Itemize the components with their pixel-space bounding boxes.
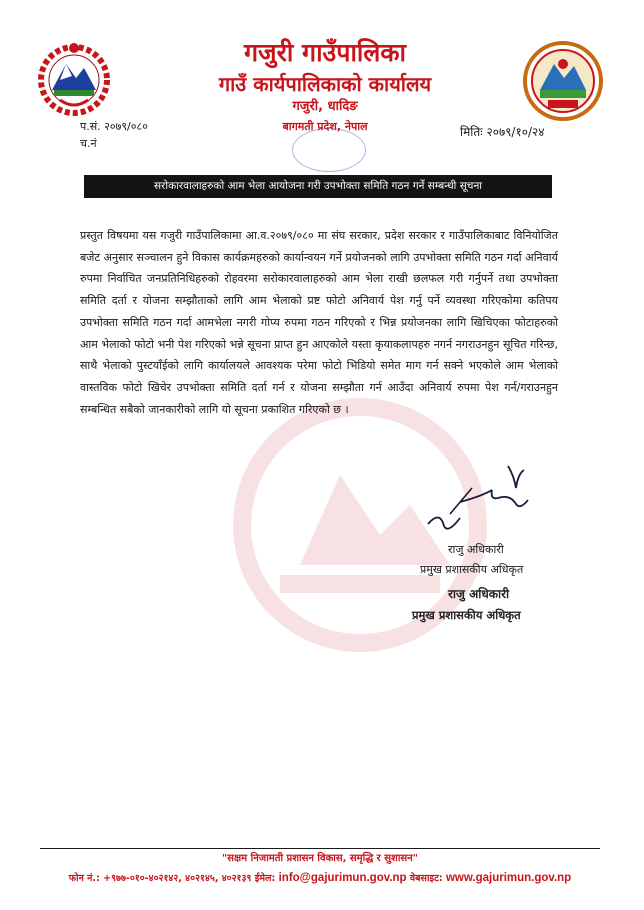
address-line-1: गजुरी, धादिङ — [292, 99, 358, 114]
phone-number: +९७७-०१०-४०२१४२, ४०२१४५, ४०२१३९ — [103, 873, 252, 884]
handwritten-signature — [420, 460, 540, 540]
email-link[interactable]: info@gajurimun.gov.np — [278, 872, 407, 884]
signer-name: राजु अधिकारी — [448, 543, 504, 556]
address-line-2: बागमती प्रदेश, नेपाल — [282, 120, 368, 133]
notice-body: प्रस्तुत विषयमा यस गजुरी गाउँपालिकामा आ.व.२०७९/०८० मा संघ सरकार, प्रदेश सरकार र गाउँपालिकाबाट विनियोजित बजेट अनुसार सञ्चालन हुने विकास कार्यक्रमहरुको कार्यान्वयन गर्ने प्रयोजनको लागि उपभोक्ता समिति गठन गर्दा अनिवार्य रुपमा निर्वाचित जनप्रतिनिधिहरुको रोहवरमा सरोकारवालाहरुको आम भेला राखी छलफल गरी गर्नुपर्ने तथा उपभोक्ता समिति दर्ता र योजना सम्झौताको लागि आम भेलाको प्रष्ट फोटो अनिवार्य पेश गर्नु पर्ने व्यवस्था गरिएकोमा कतिपय उपभोक्ता समिति गठन गर्दा आमभेला नगरी गोप्य रुपमा गठन गरिएको र भिन्न प्रयोजनका लागि खिचिएका फोटाहरुको आम भेलाको फोटो भनी पेश गरिएको भन्ने सूचना प्राप्त हुन आएकोले यस्ता कृयाकलापहरु नगर्न नगराउनहुन सूचित गरिन्छ, साथै भेलाको पुस्टयाँईको लागि कार्यालयले आवश्यक परेमा फोटो भिडियो समेत माग गर्न सक्ने भएकोले आम भेलाको वास्तविक फोटो खिचेर उपभोक्ता समिति दर्ता गर्न र योजना सम्झौता गर्न आउँदा अनिवार्य रुपमा पेश गर्न/गराउनहुन सम्बन्धित सबैको जानकारीको लागि यो सूचना प्रकाशित गरिएको छ । — [80, 229, 558, 416]
footer-contact — [40, 871, 600, 886]
municipality-logo-icon — [522, 40, 604, 122]
reference-number: प.सं. २०७९/०८० — [80, 120, 148, 133]
signer-title: प्रमुख प्रशासकीय अधिकृत — [420, 563, 524, 576]
notice-date: मितिः २०७९/१०/२४ — [460, 125, 545, 139]
signer-stamp-title: प्रमुख प्रशासकीय अधिकृत — [412, 608, 521, 622]
phone-label: फोन नं.: — [68, 873, 100, 884]
footer-slogan: "सक्षम निजामती प्रशासन विकास, समृद्धि र सुशासन" — [222, 853, 418, 864]
website-label: वेबसाइट: — [409, 873, 443, 884]
organization-name: गजुरी गाउँपालिका — [243, 38, 407, 67]
website-link[interactable]: www.gajurimun.gov.np — [445, 872, 572, 884]
office-stamp — [292, 128, 366, 172]
dispatch-number: च.नं — [80, 137, 97, 150]
signer-stamp-name: राजु अधिकारी — [448, 587, 510, 601]
footer-divider — [40, 848, 600, 849]
nepal-emblem-icon — [38, 38, 110, 122]
subject-banner: सरोकारवालाहरुको आम भेला आयोजना गरी उपभोक्ता समिति गठन गर्ने सम्बन्धी सूचना — [84, 175, 552, 198]
email-label: ईमेल: — [254, 873, 276, 884]
office-name: गाउँ कार्यपालिकाको कार्यालय — [218, 72, 432, 96]
